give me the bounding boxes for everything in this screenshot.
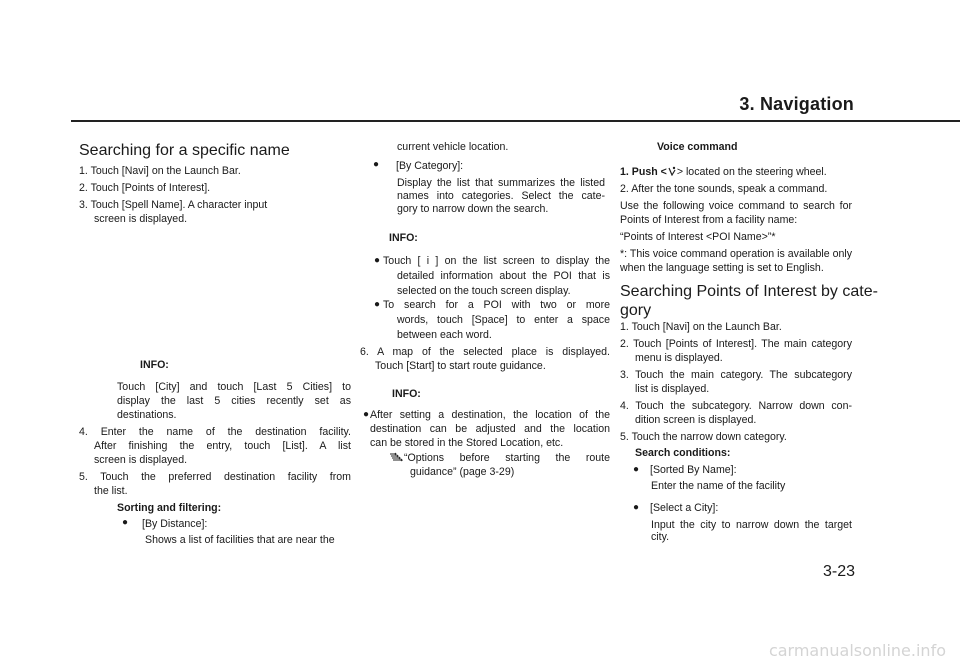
voice-command-text: “Points of Interest <POI Name>”* bbox=[620, 231, 776, 243]
push-instruction bbox=[620, 165, 827, 180]
dest-line-2: destination can be adjusted and the location bbox=[370, 423, 610, 435]
cat-step-5: 5. Touch the narrow down category. bbox=[620, 431, 787, 443]
cat-step-3-line-1: 3. Touch the main category. The subcategory bbox=[620, 369, 852, 381]
distance-desc-cont: current vehicle location. bbox=[397, 141, 509, 153]
step-4-line-2: After finishing the entry, touch [List]. A list bbox=[94, 440, 351, 452]
bullet-icon: ● bbox=[122, 517, 129, 528]
bullet-icon: ● bbox=[374, 255, 381, 266]
cat-step-3-line-2: list is displayed. bbox=[635, 383, 710, 395]
bullet-icon: ● bbox=[363, 409, 370, 420]
info-label: INFO: bbox=[389, 232, 418, 244]
voice-command-label: Voice command bbox=[657, 141, 738, 153]
bullet-icon: ● bbox=[633, 464, 640, 475]
section-title: 3. Navigation bbox=[739, 94, 854, 114]
dest-line-1: After setting a destination, the location of the bbox=[370, 409, 610, 421]
step-6-line-2: Touch [Start] to start route guidance. bbox=[375, 360, 546, 372]
dest-line-3: can be stored in the Stored Location, etc. bbox=[370, 437, 564, 449]
step-3-line-2: screen is displayed. bbox=[94, 213, 188, 225]
info-text-line-2: display the last 5 cities recently set as bbox=[117, 395, 351, 407]
info-label: INFO: bbox=[140, 359, 169, 371]
sorted-by-name-label: [Sorted By Name]: bbox=[650, 464, 737, 476]
step-5-line-2: the list. bbox=[94, 485, 128, 497]
select-city-label: [Select a City]: bbox=[650, 502, 719, 514]
info-2-line-1: To search for a POI with two or more bbox=[383, 299, 610, 311]
ref-line-2: guidance” (page 3-29) bbox=[410, 466, 515, 478]
heading-category-line-1: Searching Points of Interest by cate- bbox=[620, 283, 878, 300]
use-line-2: Points of Interest from a facility name: bbox=[620, 214, 798, 226]
cat-step-4-line-2: dition screen is displayed. bbox=[635, 414, 757, 426]
info-2-line-3: between each word. bbox=[397, 329, 492, 341]
sorting-label: Sorting and filtering: bbox=[117, 502, 222, 514]
category-desc-line-2: names into categories. Select the cate- bbox=[397, 190, 605, 202]
sorted-by-name-desc: Enter the name of the facility bbox=[651, 480, 786, 492]
step-5-line-1: 5. Touch the preferred destination facility from bbox=[79, 471, 351, 483]
info-label: INFO: bbox=[392, 388, 421, 400]
push-prefix: 1. Push < bbox=[620, 166, 667, 178]
info-1-line-2: detailed information about the POI that is bbox=[397, 270, 610, 282]
step-6-line-1: 6. A map of the selected place is displayed. bbox=[360, 346, 610, 358]
ref-line-1: “Options before starting the route bbox=[404, 452, 610, 464]
info-text-line-1: Touch [City] and touch [Last 5 Cities] to bbox=[117, 381, 351, 393]
step-4-line-1: 4. Enter the name of the destination facility. bbox=[79, 426, 351, 438]
cat-step-1: 1. Touch [Navi] on the Launch Bar. bbox=[620, 321, 782, 333]
voice-step-2: 2. After the tone sounds, speak a command. bbox=[620, 183, 828, 195]
step-3-line-1: 3. Touch [Spell Name]. A character input bbox=[79, 199, 268, 211]
by-distance-desc: Shows a list of facilities that are near the bbox=[145, 534, 335, 546]
note-line-2: when the language setting is set to English. bbox=[620, 262, 824, 274]
step-2: 2. Touch [Points of Interest]. bbox=[79, 182, 211, 194]
bullet-icon: ● bbox=[633, 502, 640, 513]
step-1: 1. Touch [Navi] on the Launch Bar. bbox=[79, 165, 241, 177]
watermark: carmanualsonline.info bbox=[768, 641, 946, 660]
select-city-desc-line-2: city. bbox=[651, 531, 670, 543]
by-distance-label: [By Distance]: bbox=[142, 518, 208, 530]
talk-switch-icon bbox=[667, 166, 677, 176]
page-number: 3-23 bbox=[822, 563, 855, 580]
push-suffix: > located on the steering wheel. bbox=[676, 166, 827, 178]
cat-step-2-line-2: menu is displayed. bbox=[635, 352, 723, 364]
use-line-1: Use the following voice command to search for bbox=[620, 200, 852, 212]
info-text-line-3: destinations. bbox=[117, 409, 177, 421]
cat-step-2-line-1: 2. Touch [Points of Interest]. The main category bbox=[620, 338, 852, 350]
info-1-line-3: selected on the touch screen display. bbox=[397, 285, 571, 297]
select-city-desc-line-1: Input the city to narrow down the target bbox=[651, 519, 852, 531]
bullet-icon: ● bbox=[373, 159, 380, 170]
category-desc-line-3: gory to narrow down the search. bbox=[397, 203, 549, 215]
header-rule bbox=[71, 120, 960, 122]
note-line-1: *: This voice command operation is available only bbox=[620, 248, 852, 260]
step-4-line-3: screen is displayed. bbox=[94, 454, 188, 466]
search-conditions-label: Search conditions: bbox=[635, 447, 731, 459]
heading-specific-name: Searching for a specific name bbox=[79, 142, 290, 159]
by-category-label: [By Category]: bbox=[396, 160, 464, 172]
category-desc-line-1: Display the list that summarizes the listed bbox=[397, 177, 605, 189]
reference-icon bbox=[389, 452, 403, 462]
heading-category-line-2: gory bbox=[620, 302, 652, 319]
bullet-icon: ● bbox=[374, 299, 381, 310]
info-1-line-1: Touch [ i ] on the list screen to display the bbox=[383, 255, 610, 267]
cat-step-4-line-1: 4. Touch the subcategory. Narrow down con- bbox=[620, 400, 852, 412]
info-2-line-2: words, touch [Space] to enter a space bbox=[397, 314, 610, 326]
